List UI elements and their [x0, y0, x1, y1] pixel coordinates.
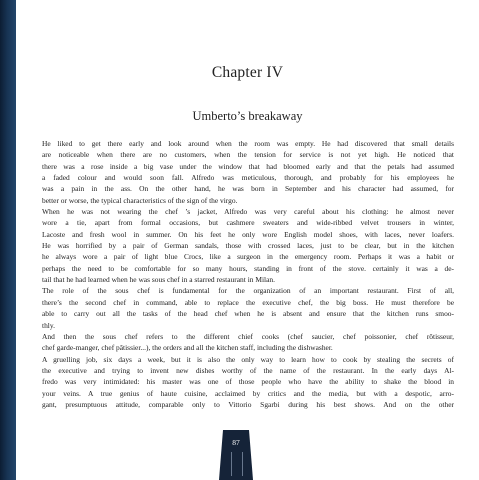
text-line: chef garde-manger, chef pâtissier...), the orders and all the kitchen staff, including the dishwasher.	[42, 343, 333, 353]
book-spine-edge	[0, 0, 16, 480]
text-line: When he was not wearing the chef ’s jacket, Alfredo was very careful about his clothing: he almost never	[42, 207, 454, 217]
badge-ornament-icon	[231, 452, 243, 476]
chapter-title: Chapter IV	[211, 64, 284, 81]
text-line: fredo was very intimidated: his master was one of those people who have the ability to shake the blood in	[42, 377, 454, 387]
text-line: The role of the sous chef is fundamental for the organization of an important restaurant. First of all,	[42, 286, 454, 296]
text-line: A gruelling job, six days a week, but it is also the only way to learn how to cook by stealing the secrets of	[42, 354, 454, 364]
chapter-subtitle: Umberto’s breakaway	[192, 109, 303, 123]
text-line: able to carry out all the tasks of the head chef when he is absent and ensure that the kitchen runs smoo-	[42, 309, 454, 319]
text-line: he always wore a pair of light blue Crocs, like a surgeon in the emergency room. Perhaps it was a habit or	[42, 252, 454, 262]
text-line: thly.	[42, 320, 55, 330]
text-line: He was horrified by a pair of German sandals, those with crossed laces, just to be clear, but in the kitchen	[42, 241, 454, 251]
text-line: better or worse, the typical characteristics of the sign of the virgo.	[42, 195, 238, 205]
text-line: are noticeable when there are no customers, when the tension for service is not yet high. He noticed that	[42, 150, 454, 160]
text-line: gant, presumptuous attitude, comparable only to Vittorio Sgarbi during his best shows. And on the other	[42, 399, 454, 409]
text-line: there’s the second chef in command, able to replace the executive chef, the big boss. He must therefore be	[42, 297, 454, 307]
text-line: there was a rose inside a big vase under the window that had bloomed early and that the petals had assumed	[42, 161, 454, 171]
text-line: wore a tie, apart from formal occasions, but cashmere sweaters and wide-ribbed velvet trousers in winter,	[42, 218, 454, 228]
chapter-body-text	[42, 138, 454, 410]
text-line: He liked to get there early and look around when the room was empty. He had discovered that small details	[42, 139, 454, 148]
text-line: tail that he had learned when he was sous chef in a starred restaurant in Milan.	[42, 275, 275, 285]
page-number: 87	[232, 438, 240, 447]
page-number-badge	[223, 430, 249, 480]
text-line: the executive and trying to invent new dishes worthy of the name of the restaurant. In the early days Al-	[42, 365, 454, 375]
text-line: And then the sous chef refers to the different chief cooks (chef saucier, chef poissonier, chef rôtisseur,	[42, 331, 454, 341]
text-line: a faded colour and would soon fall. Alfredo was meticulous, thorough, and probably for his employees he	[42, 173, 454, 183]
text-line: your veins. A true genius of haute cuisine, acclaimed by critics and the media, but with a despotic, arro-	[42, 388, 454, 398]
text-line: Lacoste and fresh wool in summer. On his feet he only wore English model shoes, with laces, never loafers.	[42, 229, 454, 239]
text-line: perhaps the need to be comfortable for so many hours, standing in front of the stove. certainly it was a de-	[42, 263, 454, 273]
text-line: was a pain in the ass. On the other hand, he was born in September and his character had assumed, for	[42, 184, 454, 194]
